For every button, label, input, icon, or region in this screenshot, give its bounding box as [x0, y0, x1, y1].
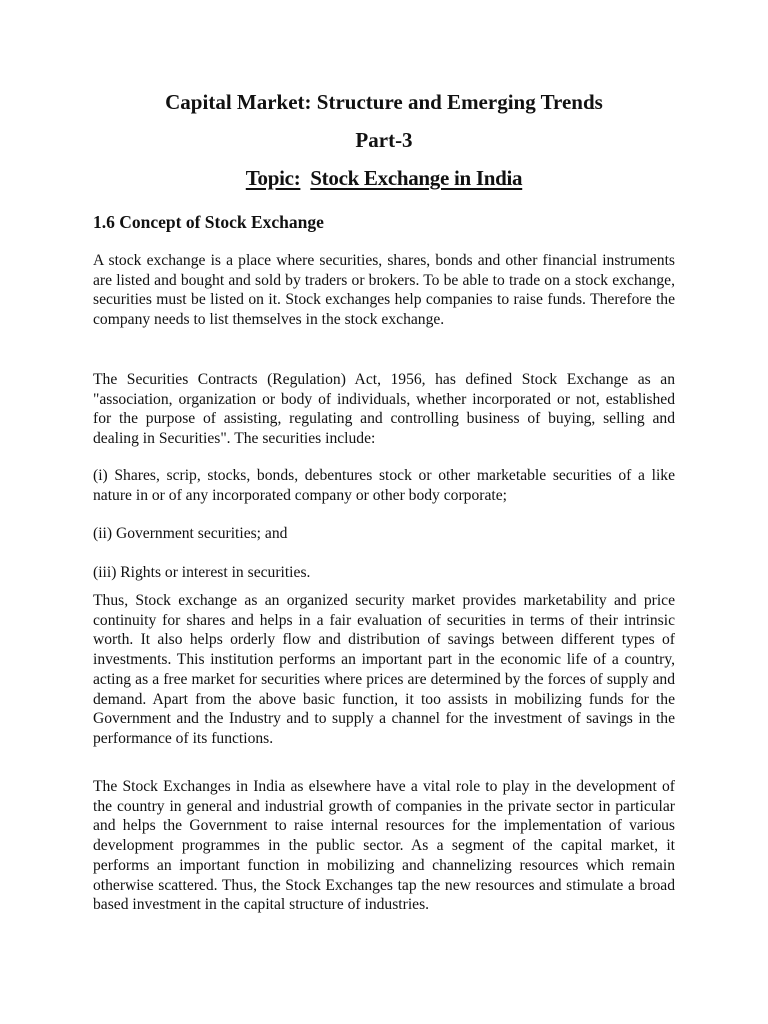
- list-item-government-securities: (ii) Government securities; and: [93, 525, 288, 542]
- list-item-shares: (i) Shares, scrip, stocks, bonds, debentures stock or other marketable securities of a like nature in or of any incorporated company or other body corporate;: [93, 467, 675, 504]
- paragraph-act-definition: The Securities Contracts (Regulation) Act, 1956, has defined Stock Exchange as an "association, organization or body of individuals, whether incorporated or not, established for the purpose of assisting, regulating and controlling business of buying, selling and dealing in Securities". The securities include:: [93, 371, 675, 448]
- topic-name: Stock Exchange in India: [310, 166, 523, 190]
- paragraph-functions: Thus, Stock exchange as an organized security market provides marketability and price continuity for shares and helps in a fair evaluation of securities in terms of their intrinsic worth. It also helps orderly flow and distribution of savings between different types of investments. This institution performs an important part in the economic life of a country, acting as a free market for securities where prices are determined by the forces of supply and demand. Apart from the above basic function, it too assists in mobilizing funds for the Government and the Industry and to supply a channel for the investment of savings in the performance of its functions.: [93, 592, 675, 747]
- paragraph-role-in-india: The Stock Exchanges in India as elsewhere have a vital role to play in the development of the country in general and industrial growth of companies in the private sector in particular and helps the Government to raise internal resources for the implementation of various development programmes in the public sector. As a segment of the capital market, it performs an important function in mobilizing and channelizing resources which remain otherwise scattered. Thus, the Stock Exchanges tap the new resources and stimulate a broad based investment in the capital structure of industries.: [93, 778, 675, 914]
- paragraph-definition: A stock exchange is a place where securities, shares, bonds and other financial instruments are listed and bought and sold by traders or brokers. To be able to trade on a stock exchange, securities must be listed on it. Stock exchanges help companies to raise funds. Therefore the company needs to list themselves in the stock exchange.: [93, 252, 675, 329]
- list-item-rights: (iii) Rights or interest in securities.: [93, 564, 311, 581]
- topic-label: Topic:: [245, 166, 301, 190]
- topic-heading: [0, 166, 768, 191]
- document-title: Capital Market: Structure and Emerging Trends: [165, 90, 603, 114]
- part-label: Part-3: [355, 128, 413, 152]
- section-heading: 1.6 Concept of Stock Exchange: [93, 212, 324, 232]
